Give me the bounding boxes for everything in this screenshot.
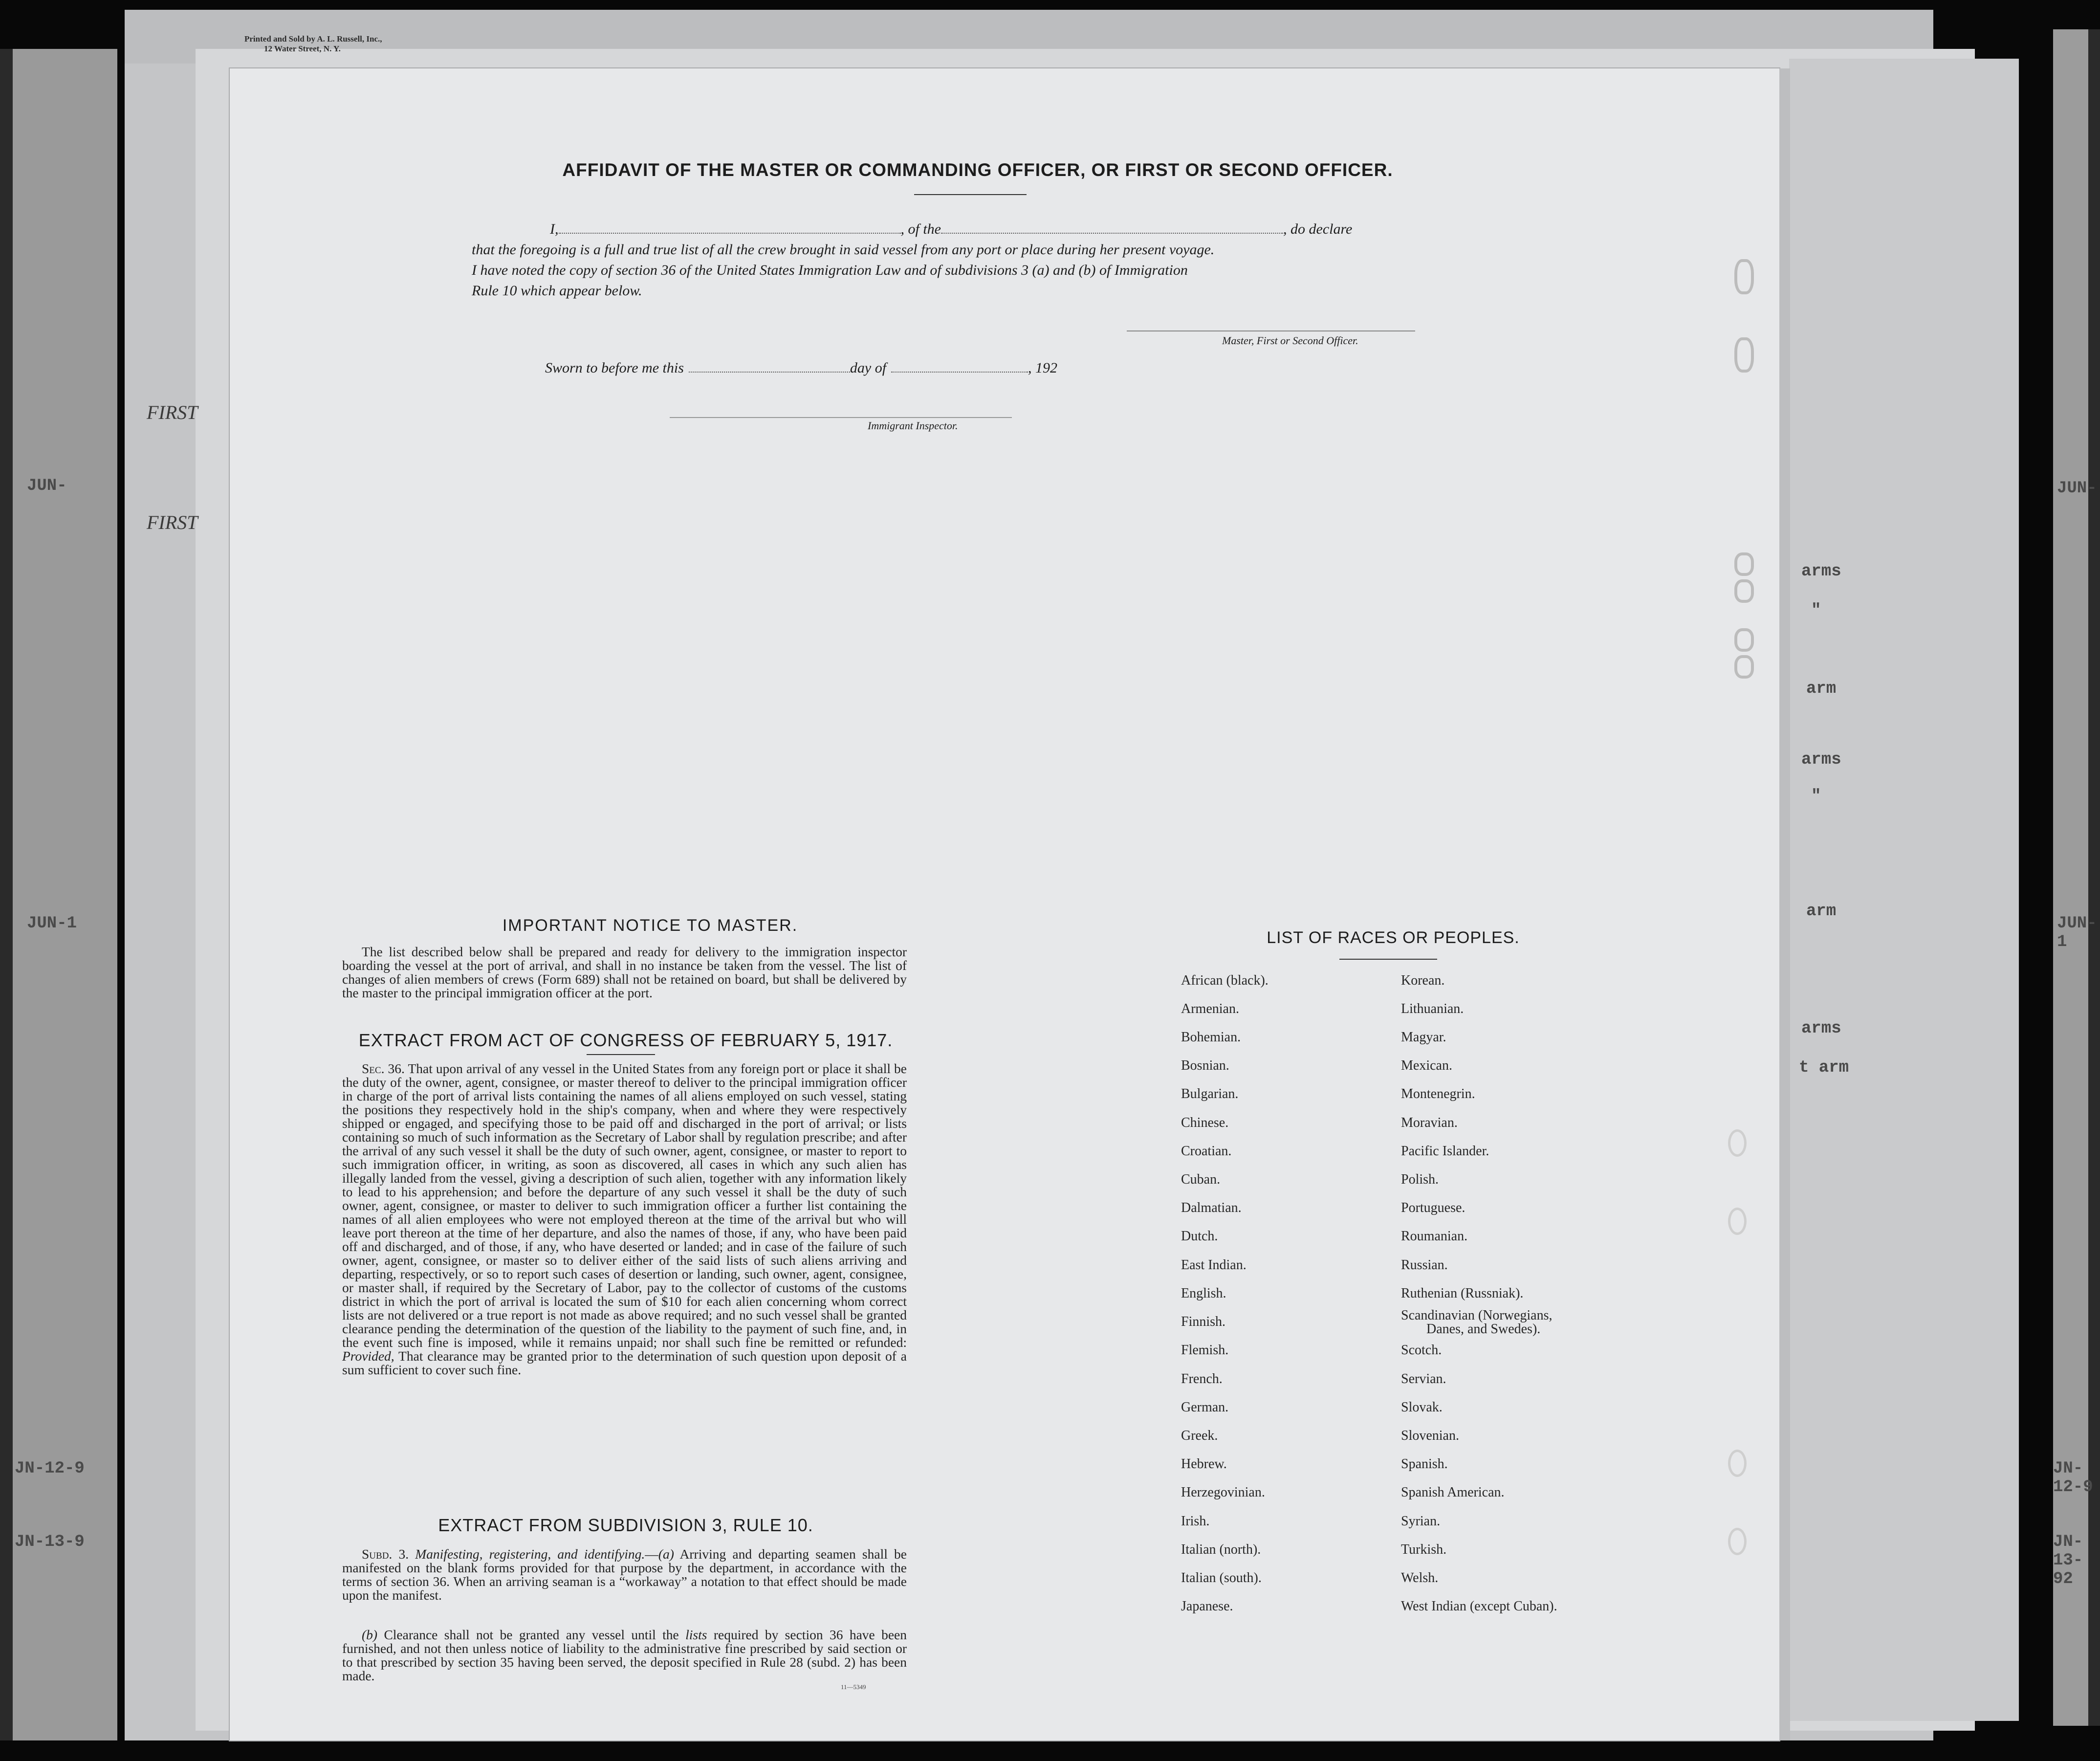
binder-mark	[1734, 628, 1754, 652]
margin-stamp: JN-13-92	[2053, 1533, 2083, 1588]
of-the-label: , of the	[900, 221, 941, 237]
margin-word: t arm	[1799, 1058, 1849, 1077]
b-text-1: Clearance shall not be granted any vessel until the	[384, 1627, 679, 1642]
race-item: Russian.	[1401, 1257, 1448, 1273]
margin-word: "	[1811, 787, 1821, 806]
sworn-day-blank[interactable]	[689, 360, 850, 373]
vessel-blank[interactable]	[941, 221, 1283, 234]
extract-act-heading: EXTRACT FROM ACT OF CONGRESS OF FEBRUARY 5, 1917.	[358, 1030, 893, 1050]
affidavit-title: AFFIDAVIT OF THE MASTER OR COMMANDING OFFICER, OR FIRST OR SECOND OFFICER.	[562, 160, 1393, 180]
race-item: Bulgarian.	[1181, 1086, 1239, 1101]
margin-note: FIRST	[147, 401, 198, 423]
race-item: Polish.	[1401, 1172, 1439, 1187]
margin-stamp: JUN-	[27, 477, 67, 495]
race-item: Chinese.	[1181, 1115, 1229, 1130]
race-item: Bosnian.	[1181, 1058, 1229, 1073]
race-item: Korean.	[1401, 973, 1445, 988]
binder-mark	[1734, 655, 1754, 679]
race-item: Servian.	[1401, 1371, 1446, 1387]
i-label: I,	[550, 221, 559, 237]
races-rule	[1339, 959, 1437, 960]
provided-text: Provided,	[342, 1348, 394, 1364]
race-item: Irish.	[1181, 1514, 1210, 1529]
race-item: Magyar.	[1401, 1030, 1446, 1045]
printer-imprint	[244, 34, 382, 54]
race-item: Montenegrin.	[1401, 1086, 1475, 1101]
race-item: Slovenian.	[1401, 1428, 1459, 1443]
margin-word: arms	[1801, 562, 1841, 581]
left-adjacent-page	[0, 49, 117, 1740]
margin-stamp: JN-12-9	[15, 1459, 85, 1478]
day-of-label: day of	[850, 360, 887, 376]
punch-hole	[1728, 1208, 1747, 1235]
year-label: , 192	[1028, 360, 1058, 376]
margin-note: FIRST	[147, 511, 198, 533]
b-text-2: required by section 36 have been furnished, and not then unless notice of liability to the administrative fine prescribed by said section or to that prescribed by section 35 having been served, the deposit specified in Rule 28 (subd. 2) has been made.	[342, 1627, 907, 1683]
do-declare-label: , do declare	[1283, 221, 1353, 237]
race-item: Bohemian.	[1181, 1030, 1241, 1045]
notice-body: The list described below shall be prepared and ready for delivery to the immigration inspector boarding the vessel at the port of arrival, and shall in no instance be taken from the vessel. The list of changes of alien members of crews (Form 689) shall not be retained on board, but shall be delivered by the master to the principal immigration officer at the port.	[342, 944, 907, 1000]
race-item: German.	[1181, 1400, 1229, 1415]
race-item: Roumanian.	[1401, 1229, 1468, 1244]
race-item: Croatian.	[1181, 1144, 1232, 1159]
margin-word: arms	[1801, 750, 1841, 769]
race-item: French.	[1181, 1371, 1223, 1387]
punch-hole	[1728, 1528, 1747, 1555]
sworn-line	[545, 359, 1057, 377]
race-item: Danes, and Swedes).	[1426, 1321, 1541, 1337]
affidavit-line-2: that the foregoing is a full and true list of all the crew brought in said vessel from any port or place during her present voyage.	[472, 242, 1215, 258]
a-text: Arriving and departing seamen shall be manifested on the blank forms provided for that purpose by the department, in accordance with the terms of section 36. When an arriving seaman is a “workaway” a notation to that effect should be made upon the manifest.	[342, 1546, 907, 1603]
race-item: Mexican.	[1401, 1058, 1452, 1073]
race-item: Spanish American.	[1401, 1485, 1505, 1500]
race-item: Turkish.	[1401, 1542, 1447, 1557]
margin-stamp: JUN-1	[2057, 914, 2097, 951]
race-item: Portuguese.	[1401, 1200, 1466, 1215]
sworn-month-blank[interactable]	[891, 360, 1028, 373]
extract-rule-body-a	[342, 1547, 907, 1602]
race-item: Italian (north).	[1181, 1542, 1261, 1557]
margin-word: "	[1811, 601, 1821, 620]
race-item: Scotch.	[1401, 1343, 1442, 1358]
back-sheet-right	[1789, 59, 2019, 1721]
signature-caption: Master, First or Second Officer.	[1222, 334, 1358, 347]
dash: —	[645, 1546, 658, 1562]
inspector-signature-line[interactable]	[670, 417, 1012, 418]
margin-word: arm	[1806, 680, 1837, 698]
race-item: Lithuanian.	[1401, 1001, 1464, 1016]
affidavit-line-3: I have noted the copy of section 36 of the United States Immigration Law and of subdivisions 3 (a) and (b) of Immigration	[472, 262, 1188, 278]
form-sheet	[230, 68, 1779, 1740]
race-item: Flemish.	[1181, 1343, 1229, 1358]
name-blank[interactable]	[559, 221, 901, 234]
margin-stamp: JUN-1	[27, 914, 77, 933]
race-item: Cuban.	[1181, 1172, 1221, 1187]
margin-word: arm	[1806, 902, 1837, 921]
race-item: Herzegovinian.	[1181, 1485, 1265, 1500]
affidavit-line-1	[472, 220, 1449, 238]
race-item: Japanese.	[1181, 1599, 1233, 1614]
binder-mark	[1734, 552, 1754, 576]
race-item: Greek.	[1181, 1428, 1218, 1443]
race-item: Spanish.	[1401, 1456, 1448, 1472]
margin-stamp: JUN-	[2057, 479, 2097, 498]
race-item: Syrian.	[1401, 1514, 1441, 1529]
a-label: (a)	[658, 1546, 674, 1562]
extract-rule-body-b	[342, 1628, 907, 1683]
race-item: Dutch.	[1181, 1229, 1218, 1244]
binder-mark	[1734, 259, 1754, 294]
printer-imprint-line: 12 Water Street, N. Y.	[264, 44, 341, 53]
race-item: East Indian.	[1181, 1257, 1247, 1273]
race-item: English.	[1181, 1286, 1226, 1301]
race-item: Finnish.	[1181, 1314, 1226, 1329]
race-item: Scandinavian (Norwegians,	[1401, 1308, 1553, 1323]
extract-act-body	[342, 1062, 907, 1377]
section-text: That upon arrival of any vessel in the United States from any foreign port or place it shall be the duty of the owner, agent, consignee, or master thereof to deliver to the principal immigration officer in charge of the port of arrival lists containing the names of all aliens employed on such vessel, stating the positions they respectively hold in the ship's company, when and where they were respectively shipped or engaged, and specifying those to be paid off and discharged in the port of arrival; or lists containing so much of such information as the Secretary of Labor shall by regulation prescribe; and after the arrival of any such vessel it shall be the duty of such owner, agent, consignee, or master to report to such immigration officer, in writing, as soon as discovered, all cases in which any such alien has illegally landed from the vessel, giving a description of such alien, together with any information likely to lead to his apprehension; and before the departure of any such vessel it shall be the duty of such owner, agent, consignee, or master to deliver to such immigration officer a further list containing the names of all alien employees who were not employed thereon at the time of the arrival but who will leave port thereon at the time of her departure, and also the names of those, if any, who have been paid off and discharged, and of those, if any, who have deserted or landed; and in case of the failure of such owner, agent, consignee, or master so to deliver either of the said lists of such aliens arriving and departing, respectively, or so to report such cases of desertion or landing, such owner, agent, consignee, or master shall, if required by the Secretary of Labor, pay to the collector of customs of the customs district in which the port of arrival is located the sum of $10 for each alien concerning whom correct lists are not delivered or a true report is not made as above required; and no such vessel shall be granted clearance pending the determination of the question of the liability to the payment of such fine, and, in the event such fine is imposed, while it remains unpaid; nor shall such fine be remitted or refunded:	[342, 1061, 907, 1350]
title-rule	[914, 194, 1027, 195]
b-label: (b)	[362, 1627, 378, 1642]
margin-word: arms	[1801, 1019, 1841, 1038]
section-label: Sec. 36.	[362, 1061, 405, 1076]
race-item: African (black).	[1181, 973, 1269, 988]
race-item: Welsh.	[1401, 1570, 1439, 1585]
race-item: West Indian (except Cuban).	[1401, 1599, 1557, 1614]
section-tail: That clearance may be granted prior to the determination of such question upon deposit of a sum sufficient to cover such fine.	[342, 1348, 907, 1377]
extract-act-rule	[587, 1054, 655, 1055]
race-item: Dalmatian.	[1181, 1200, 1242, 1215]
subd-label: Subd. 3.	[362, 1546, 409, 1562]
signature-line[interactable]	[1127, 330, 1415, 331]
races-heading: LIST OF RACES OR PEOPLES.	[1267, 928, 1520, 947]
race-item: Hebrew.	[1181, 1456, 1227, 1472]
margin-stamp: JN-12-9	[2053, 1459, 2093, 1497]
affidavit-line-4: Rule 10 which appear below.	[472, 283, 642, 299]
form-sheet-edge	[1779, 68, 1790, 1740]
inspector-caption: Immigrant Inspector.	[868, 419, 958, 432]
sworn-label: Sworn to before me this	[545, 360, 684, 376]
notice-heading: IMPORTANT NOTICE TO MASTER.	[502, 916, 798, 935]
punch-hole	[1728, 1450, 1747, 1477]
b-lists: lists	[685, 1627, 707, 1642]
race-item: Italian (south).	[1181, 1570, 1262, 1585]
race-item: Ruthenian (Russniak).	[1401, 1286, 1524, 1301]
extract-rule-heading: EXTRACT FROM SUBDIVISION 3, RULE 10.	[438, 1515, 813, 1535]
race-item: Pacific Islander.	[1401, 1144, 1489, 1159]
margin-stamp: JN-13-9	[15, 1533, 85, 1551]
binder-mark	[1734, 337, 1754, 373]
punch-hole	[1728, 1129, 1747, 1157]
left-page-edge	[0, 49, 13, 1740]
printer-imprint-line: Printed and Sold by A. L. Russell, Inc.,	[244, 34, 382, 44]
subd-title: Manifesting, registering, and identifying.	[415, 1546, 645, 1562]
race-item: Armenian.	[1181, 1001, 1239, 1016]
race-item: Moravian.	[1401, 1115, 1458, 1130]
form-number: 11—5349	[841, 1683, 866, 1691]
binder-mark	[1734, 579, 1754, 603]
race-item: Slovak.	[1401, 1400, 1443, 1415]
